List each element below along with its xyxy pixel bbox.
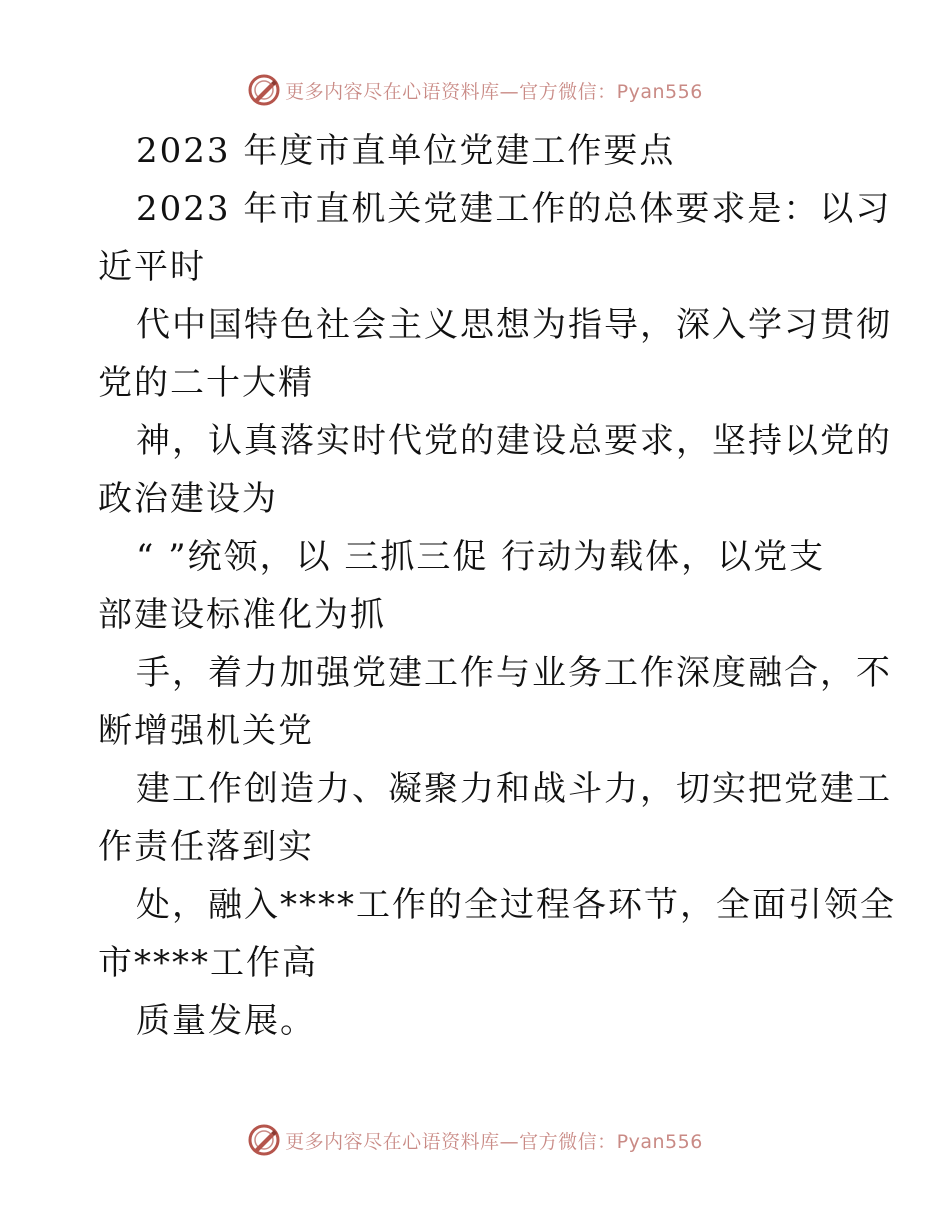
paragraph-line: 断增强机关党	[98, 711, 314, 751]
watermark-text: 更多内容尽在心语资料库—官方微信：Pyan556	[285, 1130, 703, 1153]
pen-circle-logo-icon	[247, 73, 281, 107]
paragraph-line: 市****工作高	[98, 943, 318, 983]
document-body	[98, 122, 896, 1050]
watermark-text: 更多内容尽在心语资料库—官方微信：Pyan556	[285, 80, 703, 103]
paragraph-line: 质量发展。	[136, 1001, 316, 1041]
paragraph-line: 手，着力加强党建工作与业务工作深度融合，不	[136, 653, 892, 693]
paragraph-line: 2023 年市直机关党建工作的总体要求是：以习	[136, 189, 892, 229]
paragraph-line: 代中国特色社会主义思想为指导，深入学习贯彻	[136, 305, 892, 345]
footer-watermark	[0, 1120, 950, 1160]
pen-circle-logo-icon	[247, 1123, 281, 1157]
paragraph-line: 作责任落到实	[98, 827, 314, 867]
paragraph-line: 党的二十大精	[98, 363, 314, 403]
paragraph-line: 建工作创造力、凝聚力和战斗力，切实把党建工	[136, 769, 892, 809]
paragraph-line: 政治建设为	[98, 479, 278, 519]
document-title: 2023 年度市直单位党建工作要点	[136, 131, 676, 171]
paragraph-line: 处，融入****工作的全过程各环节，全面引领全	[136, 885, 896, 925]
paragraph-line: 神，认真落实时代党的建设总要求，坚持以党的	[136, 421, 892, 461]
paragraph-line: “ ”统领，以 三抓三促 行动为载体，以党支	[136, 537, 826, 577]
paragraph-line: 近平时	[98, 247, 206, 287]
paragraph-line: 部建设标准化为抓	[98, 595, 386, 635]
header-watermark	[0, 70, 950, 110]
